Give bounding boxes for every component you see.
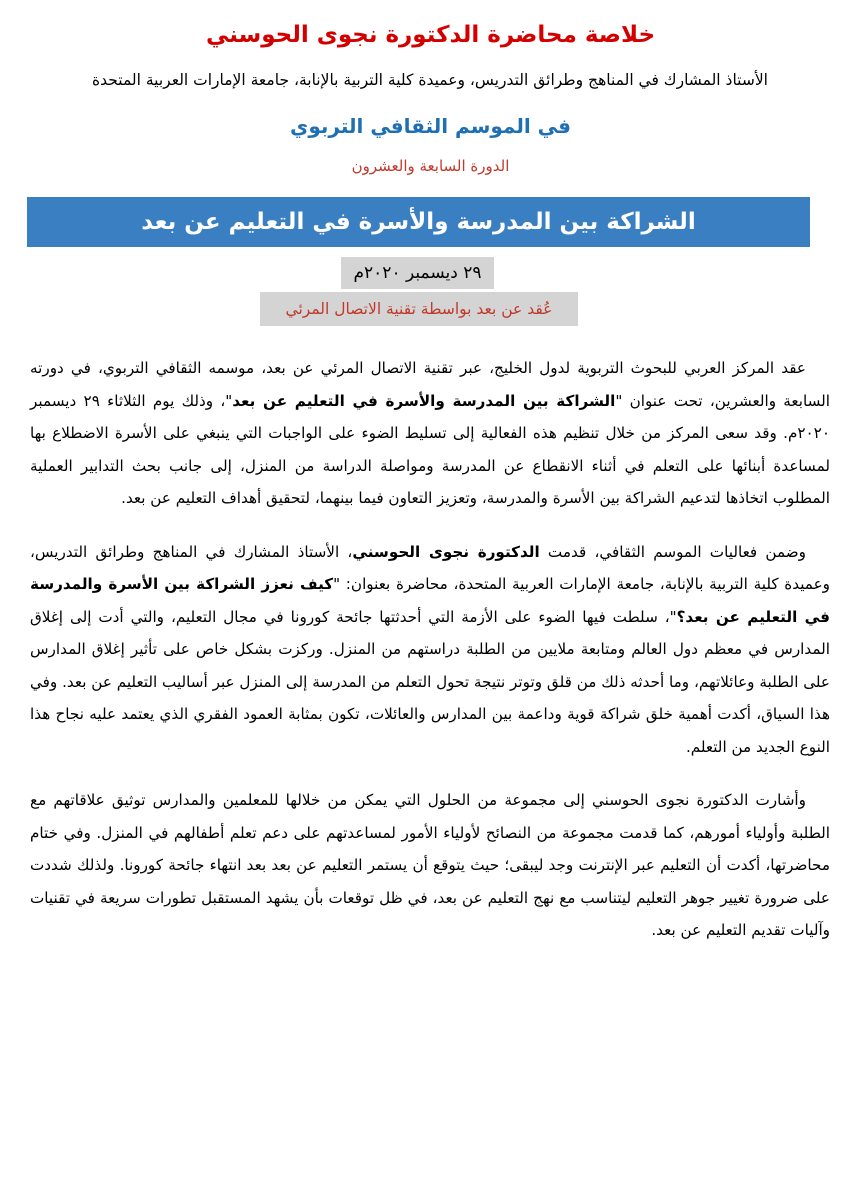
topic-banner: الشراكة بين المدرسة والأسرة في التعليم عن بعد [27,197,810,247]
article-body [30,352,830,968]
event-date: ٢٩ ديسمبر ٢٠٢٠م [341,257,494,289]
season-heading: في الموسم الثقافي التربوي [290,114,571,138]
paragraph-3: وأشارت الدكتورة نجوى الحوسني إلى مجموعة من الحلول التي يمكن من خلالها للمعلمين والمدارس توثيق علاقاتهم مع الطلبة وأولياء أمورهم، كما قدمت مجموعة من النصائح لأولياء الأمور لمساعدتهم على دعم تعلم أطفالهم في المنزل. وفي ختام محاضرتها، أكدت أن التعليم عبر الإنترنت وجد ليبقى؛ حيث يتوقع أن يستمر التعليم عن بعد بعد انتهاء جائحة كورونا. ولذلك شددت على ضرورة تغيير جوهر التعليم ليتناسب مع نهج التعليم عن بعد، في ظل توقعات بأن يشهد المستقبل تطورات سريعة في تقنيات وآليات تقديم التعليم عن بعد. [30,791,830,939]
paragraph-2-text-a: وضمن فعاليات الموسم الثقافي، قدمت [539,542,806,561]
speaker-affiliation: الأستاذ المشارك في المناهج وطرائق التدريس، وعميدة كلية التربية بالإنابة، جامعة الإمارات العربية المتحدة [92,71,768,89]
paragraph-1 [30,352,830,515]
paragraph-2-text-e: "، سلطت فيها الضوء على الأزمة التي أحدثتها جائحة كورونا في مجال التعليم، والتي أدت إلى إغلاق المدارس في معظم دول العالم ومتابعة ملايين من الطلبة دراستهم من المنزل. وركزت بشكل خاص على تأثير إغلاق المدارس على الطلبة وعائلاتهم، وما أحدثه ذلك من قلق وتوتر نتيجة تحول التعلم من المدرسة إلى المنزل عبر أساليب التعليم عن بعد. وفي هذا السياق، أكدت أهمية خلق شراكة قوية وداعمة بين المدارس والعائلات، تكون بمثابة العمود الفقري الذي يعتمد عليه نجاح هذا النوع الجديد من التعلم. [30,607,830,756]
delivery-method: عُقد عن بعد بواسطة تقنية الاتصال المرئي [260,292,578,326]
paragraph-2-bold-lecture-title: كيف نعزز الشراكة بين الأسرة والمدرسة في التعليم عن بعد؟ [30,575,830,626]
edition-label: الدورة السابعة والعشرون [351,157,510,175]
lecture-title: خلاصة محاضرة الدكتورة نجوى الحوسني [205,22,656,48]
paragraph-2-text-c: ، الأستاذ المشارك في المناهج وطرائق التدريس، وعميدة كلية التربية بالإنابة، جامعة الإمارات العربية المتحدة، محاضرة بعنوان: " [30,542,830,593]
paragraph-1-text-a: عقد المركز العربي للبحوث التربوية لدول الخليج، عبر تقنية الاتصال المرئي عن بعد، موسمه الثقافي التربوي، في دورته السابعة والعشرين، تحت عنوان " [30,359,830,410]
paragraph-1-text-c: "، وذلك يوم الثلاثاء ٢٩ ديسمبر ٢٠٢٠م. وقد سعى المركز من خلال تنظيم هذه الفعالية إلى تسليط الضوء على الواجبات التي ينبغي على الأسرة الاضطلاع بها لمساعدة أبنائها على التعلم في أثناء الانقطاع عن المدرسة ومواصلة الدراسة من المنزل، إلى جانب بحث التدابير العملية المطلوب اتخاذها لتدعيم الشراكة بين الأسرة والمدرسة، وتعزيز التعاون فيما بينهما، لتحقيق أهداف التعليم عن بعد. [30,391,830,507]
paragraph-1-bold-topic: الشراكة بين المدرسة والأسرة في التعليم عن بعد [232,391,616,410]
paragraph-2 [30,536,830,764]
paragraph-2-bold-speaker: الدكتورة نجوى الحوسني [352,542,540,561]
